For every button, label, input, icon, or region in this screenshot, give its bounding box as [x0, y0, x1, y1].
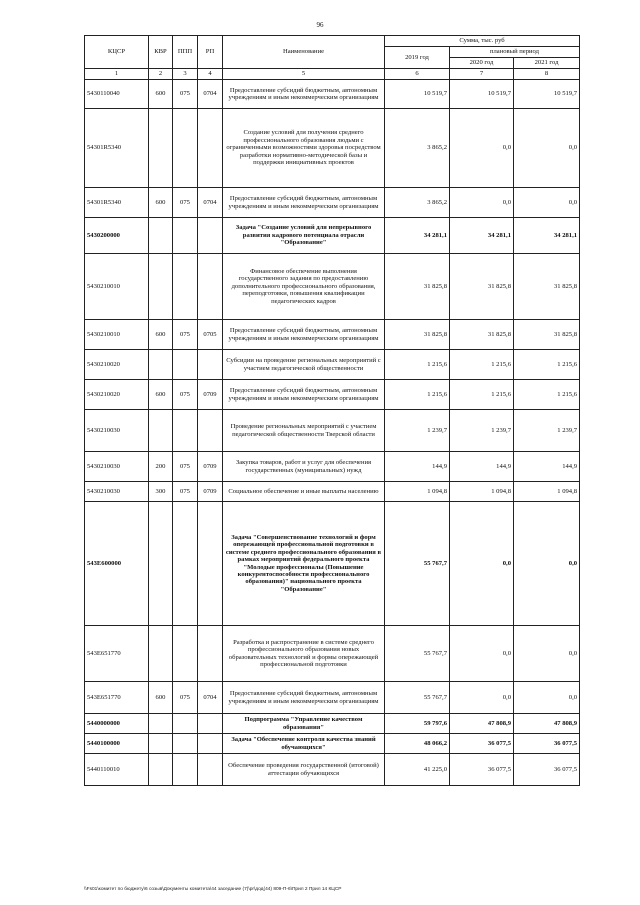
cell-name: Финансовое обеспечение выполнения государственного задания по предоставлению дополнительного профессионального образования, переподготовки, повышения квалификации педагогических кадров [223, 254, 385, 320]
cell-ppp [173, 218, 198, 254]
cell-2019: 31 825,8 [385, 254, 450, 320]
cell-2019: 55 767,7 [385, 626, 450, 682]
cell-name: Закупка товаров, работ и услуг для обеспечения государственных (муниципальных) нужд [223, 452, 385, 482]
cell-ppp [173, 502, 198, 626]
table-row [85, 682, 580, 714]
cell-kvr: 300 [149, 482, 173, 502]
cell-2019: 59 797,6 [385, 714, 450, 734]
cell-2021: 1 215,6 [514, 350, 580, 380]
cell-2019: 1 094,8 [385, 482, 450, 502]
cell-name: Социальное обеспечение и иные выплаты населению [223, 482, 385, 502]
table-row [85, 626, 580, 682]
cell-name: Предоставление субсидий бюджетным, автономным учреждениям и иным некоммерческим организациям [223, 682, 385, 714]
cell-kvr [149, 714, 173, 734]
cell-2020: 36 077,5 [450, 734, 514, 754]
cell-kvr [149, 218, 173, 254]
cell-rp [198, 626, 223, 682]
table-row [85, 754, 580, 786]
cell-2020: 1 094,8 [450, 482, 514, 502]
cell-ppp: 075 [173, 320, 198, 350]
cell-name: Предоставление субсидий бюджетным, автономным учреждениям и иным некоммерческим организациям [223, 380, 385, 410]
cell-rp [198, 502, 223, 626]
cell-name: Проведение региональных мероприятий с участием педагогической общественности Тверской области [223, 410, 385, 452]
table-row [85, 350, 580, 380]
header-kvr: КВР [149, 36, 173, 69]
cell-2020: 10 519,7 [450, 80, 514, 109]
cell-rp: 0709 [198, 452, 223, 482]
column-number-row [85, 69, 580, 80]
cell-kvr [149, 734, 173, 754]
cell-ppp [173, 626, 198, 682]
cell-2021: 1 215,6 [514, 380, 580, 410]
cell-ppp [173, 754, 198, 786]
cell-kvr [149, 109, 173, 188]
cell-ppp [173, 410, 198, 452]
cell-ppp: 075 [173, 80, 198, 109]
cell-kcsr: 5430110040 [85, 80, 149, 109]
cell-name: Разработка и распространение в системе среднего профессионального образования новых образовательных технологий и формы опережающей профессиональной подготовки [223, 626, 385, 682]
column-number: 1 [85, 69, 149, 80]
cell-2021: 31 825,8 [514, 320, 580, 350]
table-body [85, 80, 580, 786]
cell-2020: 31 825,8 [450, 320, 514, 350]
cell-rp: 0705 [198, 320, 223, 350]
cell-2021: 36 077,5 [514, 754, 580, 786]
cell-rp [198, 254, 223, 320]
cell-kcsr: 5430210010 [85, 254, 149, 320]
cell-ppp: 075 [173, 188, 198, 218]
table-row [85, 380, 580, 410]
cell-name: Субсидии на проведение региональных мероприятий с участием педагогической общественности [223, 350, 385, 380]
header-name: Наименование [223, 36, 385, 69]
cell-rp [198, 218, 223, 254]
cell-2019: 3 865,2 [385, 188, 450, 218]
table-row [85, 452, 580, 482]
cell-2019: 144,9 [385, 452, 450, 482]
table-row [85, 714, 580, 734]
cell-ppp [173, 350, 198, 380]
cell-2019: 3 865,2 [385, 109, 450, 188]
table-row [85, 109, 580, 188]
cell-2020: 0,0 [450, 188, 514, 218]
cell-rp [198, 714, 223, 734]
cell-2019: 48 066,2 [385, 734, 450, 754]
cell-kvr [149, 626, 173, 682]
header-plan-period: плановый период [450, 47, 580, 58]
cell-kcsr: 5430210030 [85, 482, 149, 502]
cell-kcsr: 5430210030 [85, 452, 149, 482]
cell-2019: 1 215,6 [385, 380, 450, 410]
table-row [85, 80, 580, 109]
cell-kcsr: 543E651770 [85, 626, 149, 682]
header-2020: 2020 год [450, 58, 514, 69]
cell-ppp: 075 [173, 482, 198, 502]
page-number: 96 [316, 21, 324, 29]
cell-2020: 0,0 [450, 626, 514, 682]
cell-2020: 0,0 [450, 109, 514, 188]
cell-name: Задача "Обеспечение контроля качества знаний обучающихся" [223, 734, 385, 754]
cell-kcsr: 5430200000 [85, 218, 149, 254]
cell-rp: 0709 [198, 380, 223, 410]
cell-name: Задача "Создание условий для непрерывного развития кадрового потенциала отрасли "Образование" [223, 218, 385, 254]
table-row [85, 218, 580, 254]
cell-kcsr: 5440000000 [85, 714, 149, 734]
table-row [85, 188, 580, 218]
cell-kcsr: 54301R5340 [85, 109, 149, 188]
cell-2019: 10 519,7 [385, 80, 450, 109]
cell-kcsr: 5430210020 [85, 350, 149, 380]
cell-2021: 0,0 [514, 502, 580, 626]
cell-ppp [173, 734, 198, 754]
cell-2020: 34 281,1 [450, 218, 514, 254]
cell-ppp: 075 [173, 452, 198, 482]
header-2021: 2021 год [514, 58, 580, 69]
cell-2019: 55 767,7 [385, 682, 450, 714]
cell-kvr [149, 410, 173, 452]
column-number: 3 [173, 69, 198, 80]
cell-rp [198, 754, 223, 786]
cell-kcsr: 5430210030 [85, 410, 149, 452]
cell-kcsr: 54301R5340 [85, 188, 149, 218]
cell-2021: 31 825,8 [514, 254, 580, 320]
cell-ppp: 075 [173, 682, 198, 714]
cell-2021: 0,0 [514, 682, 580, 714]
table-row [85, 502, 580, 626]
cell-name: Предоставление субсидий бюджетным, автономным учреждениям и иным некоммерческим организациям [223, 320, 385, 350]
header-ppp: ППП [173, 36, 198, 69]
cell-kvr [149, 254, 173, 320]
cell-name: Создание условий для получения среднего профессионального образования людьми с ограниченными возможностями здоровья посредством разработки нормативно-методической базы и поддержки инициативных проектов [223, 109, 385, 188]
cell-2019: 1 215,6 [385, 350, 450, 380]
cell-2020: 36 077,5 [450, 754, 514, 786]
cell-kvr: 600 [149, 682, 173, 714]
cell-2020: 0,0 [450, 502, 514, 626]
cell-kcsr: 5440110010 [85, 754, 149, 786]
cell-ppp [173, 254, 198, 320]
table-row [85, 410, 580, 452]
cell-name: Обеспечение проведения государственной (итоговой) аттестации обучающихся [223, 754, 385, 786]
cell-kvr: 200 [149, 452, 173, 482]
column-number: 8 [514, 69, 580, 80]
table-row [85, 320, 580, 350]
cell-2019: 41 225,0 [385, 754, 450, 786]
cell-2020: 1 215,6 [450, 350, 514, 380]
column-number: 2 [149, 69, 173, 80]
cell-2021: 0,0 [514, 188, 580, 218]
column-number: 4 [198, 69, 223, 80]
cell-2021: 1 239,7 [514, 410, 580, 452]
cell-2021: 0,0 [514, 626, 580, 682]
cell-name: Предоставление субсидий бюджетным, автономным учреждениям и иным некоммерческим организациям [223, 80, 385, 109]
cell-2021: 144,9 [514, 452, 580, 482]
cell-2021: 0,0 [514, 109, 580, 188]
column-number: 5 [223, 69, 385, 80]
cell-rp [198, 410, 223, 452]
cell-kvr [149, 754, 173, 786]
cell-rp [198, 350, 223, 380]
cell-2020: 144,9 [450, 452, 514, 482]
table-row [85, 482, 580, 502]
cell-2019: 34 281,1 [385, 218, 450, 254]
column-number: 6 [385, 69, 450, 80]
header-rp: РП [198, 36, 223, 69]
budget-table [84, 35, 580, 786]
column-number: 7 [450, 69, 514, 80]
cell-2021: 34 281,1 [514, 218, 580, 254]
cell-kcsr: 5440100000 [85, 734, 149, 754]
cell-rp: 0704 [198, 188, 223, 218]
cell-2020: 1 239,7 [450, 410, 514, 452]
cell-kcsr: 5430210020 [85, 380, 149, 410]
cell-2020: 31 825,8 [450, 254, 514, 320]
table-row [85, 254, 580, 320]
header-2019: 2019 год [385, 47, 450, 69]
cell-kvr [149, 502, 173, 626]
cell-kvr [149, 350, 173, 380]
cell-2020: 0,0 [450, 682, 514, 714]
cell-name: Предоставление субсидий бюджетным, автономным учреждениям и иным некоммерческим организациям [223, 188, 385, 218]
cell-2019: 1 239,7 [385, 410, 450, 452]
cell-kcsr: 5430210010 [85, 320, 149, 350]
cell-kcsr: 543E600000 [85, 502, 149, 626]
cell-2021: 47 808,9 [514, 714, 580, 734]
cell-ppp [173, 109, 198, 188]
cell-kvr: 600 [149, 188, 173, 218]
cell-rp [198, 109, 223, 188]
cell-2021: 36 077,5 [514, 734, 580, 754]
cell-2021: 1 094,8 [514, 482, 580, 502]
cell-2019: 55 767,7 [385, 502, 450, 626]
header-sum: Сумма, тыс. руб [385, 36, 580, 47]
cell-rp: 0709 [198, 482, 223, 502]
file-path-footer: \\Fs01\комитет по бюджету\6 созыв\Документы комитета\44 заседание (7)\pr\дод(44) 809-П-6\Прил 2 Прил 14 КЦСР [84, 887, 342, 892]
cell-2019: 31 825,8 [385, 320, 450, 350]
cell-2020: 47 808,9 [450, 714, 514, 734]
cell-name: Задача "Совершенствование технологий и форм опережающей профессиональной подготовки в системе среднего профессионального образования в рамках мероприятий федерального проекта "Молодые профессионалы (Повышение конкурентоспособности профессионального образования)" национального проекта "Образование" [223, 502, 385, 626]
cell-kcsr: 543E651770 [85, 682, 149, 714]
cell-kvr: 600 [149, 80, 173, 109]
cell-2020: 1 215,6 [450, 380, 514, 410]
cell-rp [198, 734, 223, 754]
cell-ppp [173, 714, 198, 734]
cell-rp: 0704 [198, 80, 223, 109]
table-row [85, 734, 580, 754]
cell-name: Подпрограмма "Управление качеством образования" [223, 714, 385, 734]
cell-kvr: 600 [149, 320, 173, 350]
cell-2021: 10 519,7 [514, 80, 580, 109]
cell-rp: 0704 [198, 682, 223, 714]
cell-ppp: 075 [173, 380, 198, 410]
header-kcsr: КЦСР [85, 36, 149, 69]
cell-kvr: 600 [149, 380, 173, 410]
